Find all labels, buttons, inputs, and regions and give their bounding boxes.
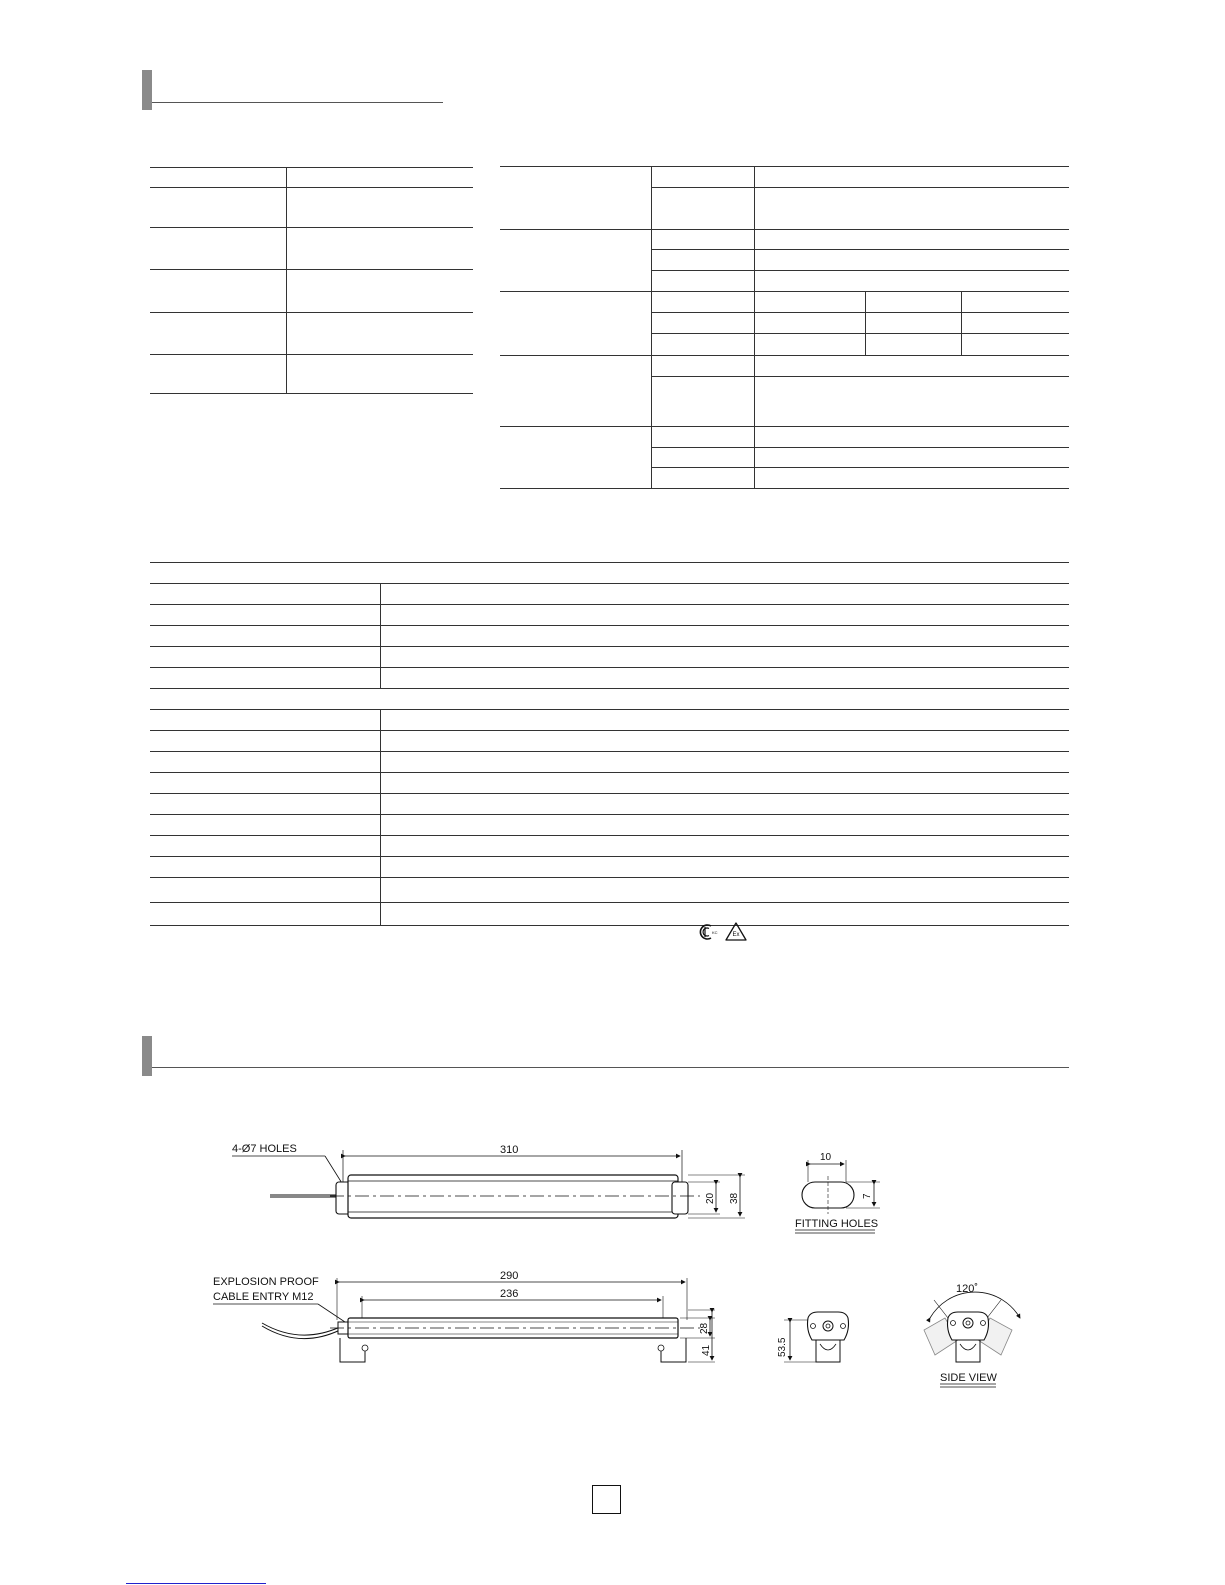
table-row [150, 836, 1069, 857]
table-row [500, 292, 1069, 313]
front-overall-length-dim: 290 [500, 1270, 519, 1282]
table-row [150, 355, 473, 394]
table-row [150, 857, 1069, 878]
table-row [150, 903, 1069, 926]
section-marker-dimensions [142, 1036, 152, 1076]
spec-table-left [150, 167, 473, 394]
table-row [150, 668, 1069, 689]
table-row [150, 647, 1069, 668]
top-length-dim: 310 [500, 1144, 519, 1156]
fitting-width-dim: 10 [820, 1152, 832, 1163]
side-angle-dim: 120˚ [956, 1283, 979, 1295]
section-rule-specifications [152, 102, 443, 103]
front-height-total-dim: 41 [701, 1344, 712, 1356]
holes-label: 4-Ø7 HOLES [232, 1143, 297, 1155]
table-row [150, 228, 473, 270]
table-row [150, 313, 473, 355]
dimension-drawing [0, 1100, 1225, 1400]
table-row [150, 878, 1069, 903]
table-row [150, 815, 1069, 836]
cable-label-line2: CABLE ENTRY M12 [213, 1291, 314, 1303]
table-row [500, 356, 1069, 377]
ex-mark-icon [725, 922, 747, 942]
table-row [150, 731, 1069, 752]
page-number-box [592, 1485, 621, 1514]
section-rule-dimensions [152, 1067, 1069, 1068]
front-height-body-dim: 28 [699, 1322, 710, 1334]
table-row [150, 563, 1069, 584]
section-marker-specifications [142, 70, 152, 110]
svg-text:KC: KC [712, 930, 718, 935]
table-row [500, 427, 1069, 448]
table-row [150, 584, 1069, 605]
spec-table-main [150, 562, 1069, 926]
footer-link[interactable] [126, 1581, 266, 1584]
top-view-drawing [232, 1143, 745, 1218]
table-row [150, 270, 473, 313]
table-row [150, 188, 473, 228]
table-row [150, 168, 473, 188]
table-row [150, 605, 1069, 626]
certification-cell [380, 878, 1069, 903]
table-row [500, 167, 1069, 188]
top-height-inner-dim: 20 [705, 1192, 716, 1204]
fitting-height-dim: 7 [862, 1193, 873, 1199]
kc-mark-icon [698, 923, 716, 941]
svg-text:Ex: Ex [732, 932, 740, 938]
table-row [150, 752, 1069, 773]
end-view-drawing [777, 1312, 849, 1362]
table-row [150, 626, 1069, 647]
spec-table-right [500, 166, 1069, 489]
front-lens-length-dim: 236 [500, 1288, 519, 1300]
side-view-drawing [924, 1283, 1020, 1387]
table-row [150, 773, 1069, 794]
front-view-drawing [213, 1270, 715, 1362]
side-view-label: SIDE VIEW [940, 1372, 997, 1384]
table-row [500, 230, 1069, 250]
fitting-holes-drawing [795, 1152, 880, 1233]
cable-label-line1: EXPLOSION PROOF [213, 1276, 319, 1288]
table-row [150, 689, 1069, 710]
fitting-holes-label: FITTING HOLES [795, 1218, 879, 1230]
end-height-dim: 53.5 [777, 1337, 788, 1357]
table-row [150, 710, 1069, 731]
top-height-outer-dim: 38 [729, 1192, 740, 1204]
table-row [150, 794, 1069, 815]
